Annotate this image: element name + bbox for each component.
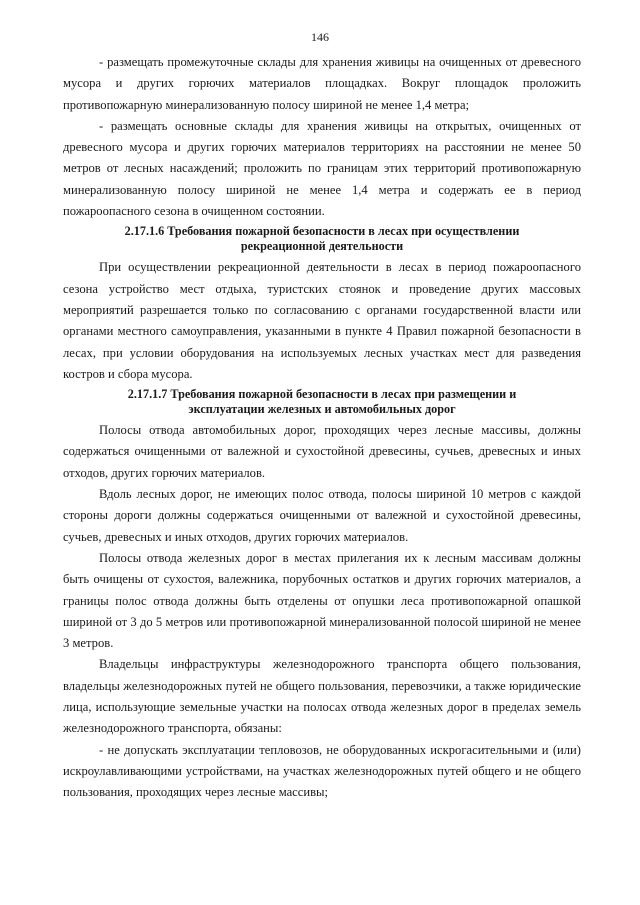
page-number: 146 [311, 30, 329, 44]
paragraph: Полосы отвода железных дорог в местах прилегания их к лесным массивам должны быть очищены от сухостоя, валежника, порубочных остатков и других горючих материалов, а границы полос отвода должны быть отделены от опушки леса противопожарной опашкой шириной от 3 до 5 метров или противопожарной минерализованной полосой шириной не менее 3 метров. [63, 550, 581, 651]
paragraph: Владельцы инфраструктуры железнодорожного транспорта общего пользования, владельцы железнодорожных путей не общего пользования, перевозчики, а также юридические лица, использующие земельные участки на полосах отвода железных дорог в пределах земель железнодорожного транспорта, обязаны: [63, 657, 581, 736]
section-heading: 2.17.1.6 Требования пожарной безопасности в лесах при осуществлении рекреационной деятельности [124, 224, 520, 254]
paragraph: - размещать основные склады для хранения живицы на открытых, очищенных от древесного мусора и других горючих материалов территориях на расстоянии не менее 50 метров от лесных насаждений; проложить по границам этих территорий противопожарную минерализованную полосу шириной не менее 1,4 метра и содержать ее в период пожароопасного сезона в очищенном состоянии. [63, 118, 581, 219]
paragraph: - размещать промежуточные склады для хранения живицы на очищенных от древесного мусора и других горючих материалов площадках. Вокруг площадок проложить противопожарную минерализованную полосу шириной не менее 1,4 метра; [63, 55, 581, 112]
paragraph: Полосы отвода автомобильных дорог, проходящих через лесные массивы, должны содержаться очищенными от валежной и сухостойной древесины, сучьев, древесных и иных отходов, других горючих материалов. [63, 423, 581, 480]
paragraph: При осуществлении рекреационной деятельности в лесах в период пожароопасного сезона устройство мест отдыха, туристских стоянок и проведение других массовых мероприятий разрешается только по согласованию с органами государственной власти или органами местного самоуправления, указанными в пункте 4 Правил пожарной безопасности в лесах, при условии оборудования на используемых лесных участках мест для разведения костров и сбора мусора. [63, 260, 581, 381]
document-body [63, 52, 581, 804]
section-heading: 2.17.1.7 Требования пожарной безопасности в лесах при размещении и эксплуатации железных и автомобильных дорог [127, 387, 517, 417]
paragraph: - не допускать эксплуатации тепловозов, не оборудованных искрогасительными и (или) искроулавливающими устройствами, на участках железнодорожных путей общего и не общего пользования, проходящих через лесные массивы; [63, 742, 581, 800]
paragraph: Вдоль лесных дорог, не имеющих полос отвода, полосы шириной 10 метров с каждой стороны дороги должны содержаться очищенными от валежной и сухостойной древесины, сучьев, древесных и иных отходов, других горючих материалов. [63, 487, 581, 544]
